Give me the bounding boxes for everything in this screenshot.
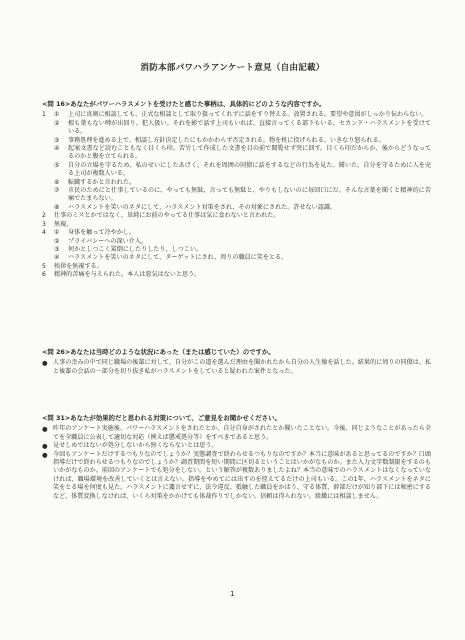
list-item: 3 無視。: [42, 220, 73, 228]
list-item: 6 精神的苦痛を与えられた。本人は悪気はないと思う。: [42, 271, 201, 279]
list-item: ② プライバシーへの深い介入。: [54, 237, 147, 245]
list-item: ④ ハラスメントを笑いのネタにして、ターゲットにされ、周りの職員に笑をとる。: [54, 254, 288, 262]
list-item: 4 ① 身体を触って冷やかし。: [42, 229, 136, 237]
list-item: 2 仕事のミスとかではなく、単純にお前のやってる仕事は気に食わないと言われた。: [42, 212, 280, 220]
section-heading-q16: <問 16>あなたがパワーハラスメントを受けたと感じた事柄は、具体的にどのような内容ですか。: [42, 100, 326, 108]
list-item: ● 見せしめではないが処分しないから無くならないとは思う。: [42, 442, 218, 451]
list-item: ● 昨年のアンケート実施後、パワーハラスメントをされたとか、自分自身がされたとか聞いたことない。今後、同じようなことがあったら全てを全職員に公表して適切な対応（例えば懲戒処分等）をすべきであると思う。: [42, 425, 431, 441]
bullet-icon: ●: [42, 359, 48, 368]
bullet-icon: ●: [42, 425, 48, 434]
section-q16: [42, 100, 431, 280]
list-item: ③ 事務処理を進める上で、相談し方針決定したにもかかわらず否定される。物を机に投げられる。いきなり怒られる。: [54, 136, 385, 144]
list-item: ● 今回もアンケートだけするつもりなのでしょうか？実態調査で終わらせるつもりなのですか？本当に意味があると思ってるのですか？口頭指導だけで終わらせるつもりなのでしょうか？調査期間を短い期間に区切るということはいかがなものか。また入力文字数制限をするのもいかがなものか。前回のアンケートでも処分をしない。という解答が複数ありましたよね？本当の意味でのハラスメントはなくなっていなければ、職場環境を改善していくとは言えない。指導をやめてには出すのを控えてるだけの上司もいる。この1年、ハラスメントをネタに笑をとる場を何度も見た。ハラスメントに讒言せずに、法令違反、抵触した職員をかばう、守る体質、幹部だけが知り部下には秘密にするなど、体質変換しなければ、いくら対策をかかげても体裁作りでしかない。信頼は得られない。組織には相談しません。: [42, 450, 431, 500]
list-item: ⑥ 転職するかと言われた。: [54, 178, 136, 186]
page-number: 1: [230, 590, 235, 598]
section-heading-q31: <問 31>あなたが効果的だと思われる対策について、ご意見をお聞かせください。: [42, 414, 281, 422]
bullet-icon: ●: [42, 450, 48, 459]
list-item: ② 根も葉もない噂が出回り、犯人扱い。それを影で話す上司もいれば、直接言ってくる部下もいる。セカンド・ハラスメントを受けている。: [54, 119, 431, 136]
list-item: ④ 起案文書など読むこともなく目くら印。苦労して作成した文書を目の前で閲覧せず突に回す。目くら印だからか、後からどうなってるのかと腹を立てられる。: [54, 145, 431, 161]
list-item: 5 挨拶を無視する。: [42, 262, 103, 270]
list-item: ⑦ 市民のためにと仕事しているのに、やっても無駄、言っても無駄と、やりもしないのに毎回口にだ。そんな言葉を聞くと精神的に苦痛でたまらない。: [54, 187, 431, 203]
section-heading-q26: <問 26>あなたは当時どのような状況にあった（または感じていた）のですか。: [42, 348, 275, 356]
document-title: 消防本部パワハラアンケート意見（自由記載）: [140, 63, 325, 73]
section-q31: [42, 414, 431, 501]
list-item: 1 ① 上司に真剣に相談しても、正式な相談として取り扱ってくれずに話をすり替える。放置される。要望や意図がしっかり伝わらない。: [42, 111, 428, 119]
section-q26: [42, 348, 431, 376]
list-item: ● 人事の歪みの中で同じ職場の後輩に対して、自分がこの道を選んだ理由を聞かれたから自分の人生像を話した。結果的に周りの同僚は、私と後輩の会話の一部分を切り抜き私がハラスメントをしていると疑われた案件となった。: [42, 359, 431, 375]
list-item: ⑧ ハラスメントを笑いのネタにして、ハラスメント対策をされ、その対象にされた。許せない認識。: [54, 203, 337, 211]
list-item: ③ 何かとしつこく罵倒にしたりしたり、しつこい。: [54, 245, 203, 253]
q16-list: [42, 111, 431, 279]
list-item: ⑤ 自分の立場を守るため、私のせいにしたあげく、それを周囲の同僚に話をするなどの行為を見た。聞いた。自分を守るために人を売る上司が複数人いる。: [54, 161, 431, 178]
bullet-icon: ●: [42, 442, 48, 451]
